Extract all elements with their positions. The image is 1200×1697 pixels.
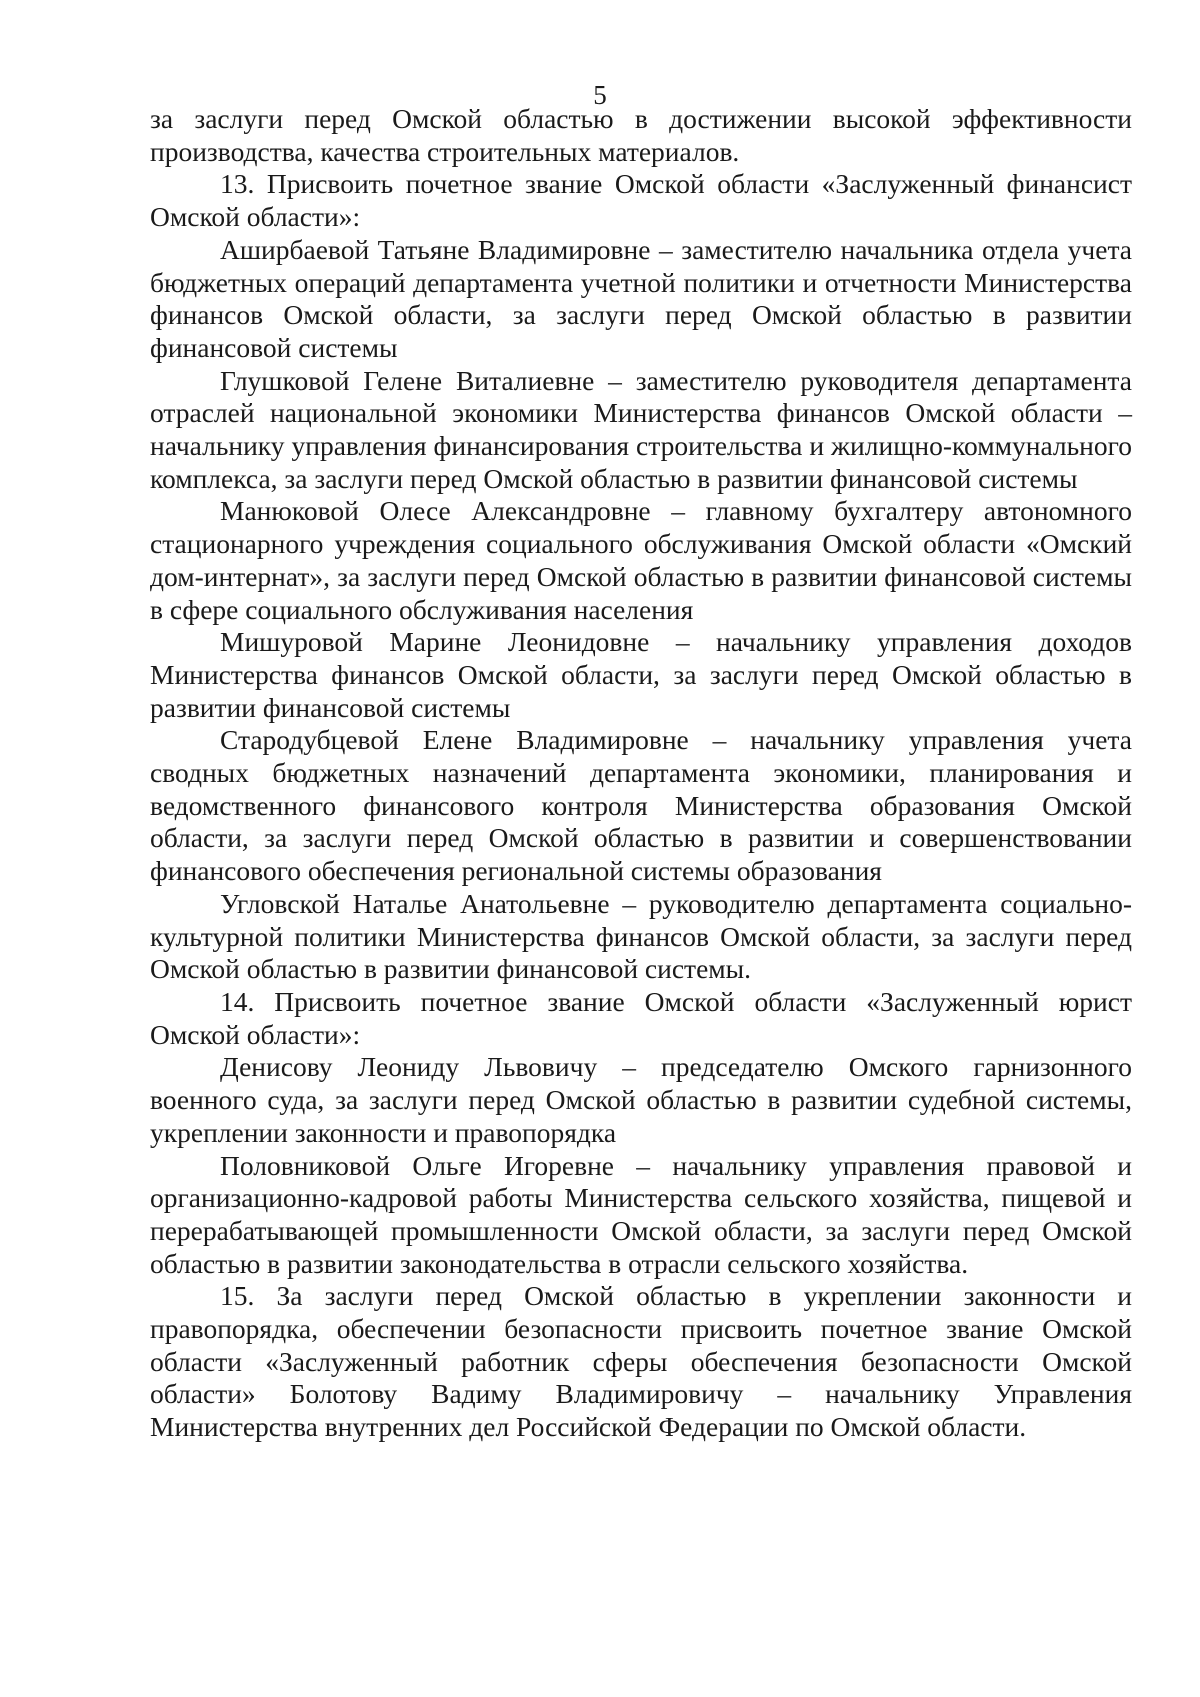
paragraph: Денисову Леониду Львовичу – председателю Омского гарнизонного военного суда, за заслуги перед Омской областью в развитии судебной системы, укреплении законности и правопорядка [150, 1051, 1132, 1148]
paragraph: Глушковой Гелене Виталиевне – заместителю руководителя департамента отраслей национальной экономики Министерства финансов Омской области – начальнику управления финансирования строительства и жилищно-коммунального комплекса, за заслуги перед Омской областью в развитии финансовой системы [150, 364, 1132, 494]
paragraph: Угловской Наталье Анатольевне – руководителю департамента социально-культурной политики Министерства финансов Омской области, за заслуги перед Омской областью в развитии финансовой системы. [150, 887, 1132, 985]
paragraph: 13. Присвоить почетное звание Омской области «Заслуженный финансист Омской области»: [150, 168, 1132, 233]
paragraph: Стародубцевой Елене Владимировне – начальнику управления учета сводных бюджетных назначений департамента экономики, планирования и ведомственного финансового контроля Министерства образования Омской области, за заслуги перед Омской областью в развитии и совершенствовании финансового обеспечения региональной системы образования [150, 724, 1132, 887]
paragraph: Мишуровой Марине Леонидовне – начальнику управления доходов Министерства финансов Омской области, за заслуги перед Омской областью в развитии финансовой системы [150, 626, 1132, 723]
paragraph: Манюковой Олесе Александровне – главному бухгалтеру автономного стационарного учреждения социального обслуживания Омской области «Омский дом-интернат», за заслуги перед Омской областью в развитии финансовой системы в сфере социального обслуживания населения [150, 495, 1132, 625]
paragraph: 15. За заслуги перед Омской областью в укреплении законности и правопорядка, обеспечении безопасности присвоить почетное звание Омской области «Заслуженный работник сферы обеспечения безопасности Омской области» Болотову Вадиму Владимировичу – начальнику Управления Министерства внутренних дел Российской Федерации по Омской области. [150, 1280, 1132, 1443]
page-number: 5 [593, 80, 607, 110]
paragraph: за заслуги перед Омской областью в достижении высокой эффективности производства, качества строительных материалов. [150, 103, 1132, 167]
paragraph: Аширбаевой Татьяне Владимировне – заместителю начальника отдела учета бюджетных операций департамента учетной политики и отчетности Министерства финансов Омской области, за заслуги перед Омской областью в развитии финансовой системы [150, 233, 1132, 363]
paragraph: 14. Присвоить почетное звание Омской области «Заслуженный юрист Омской области»: [150, 985, 1132, 1050]
document-body [150, 103, 1132, 1444]
paragraph: Половниковой Ольге Игоревне – начальнику управления правовой и организационно-кадровой работы Министерства сельского хозяйства, пищевой и перерабатывающей промышленности Омской области, за заслуги перед Омской областью в развитии законодательства в отрасли сельского хозяйства. [150, 1149, 1132, 1279]
